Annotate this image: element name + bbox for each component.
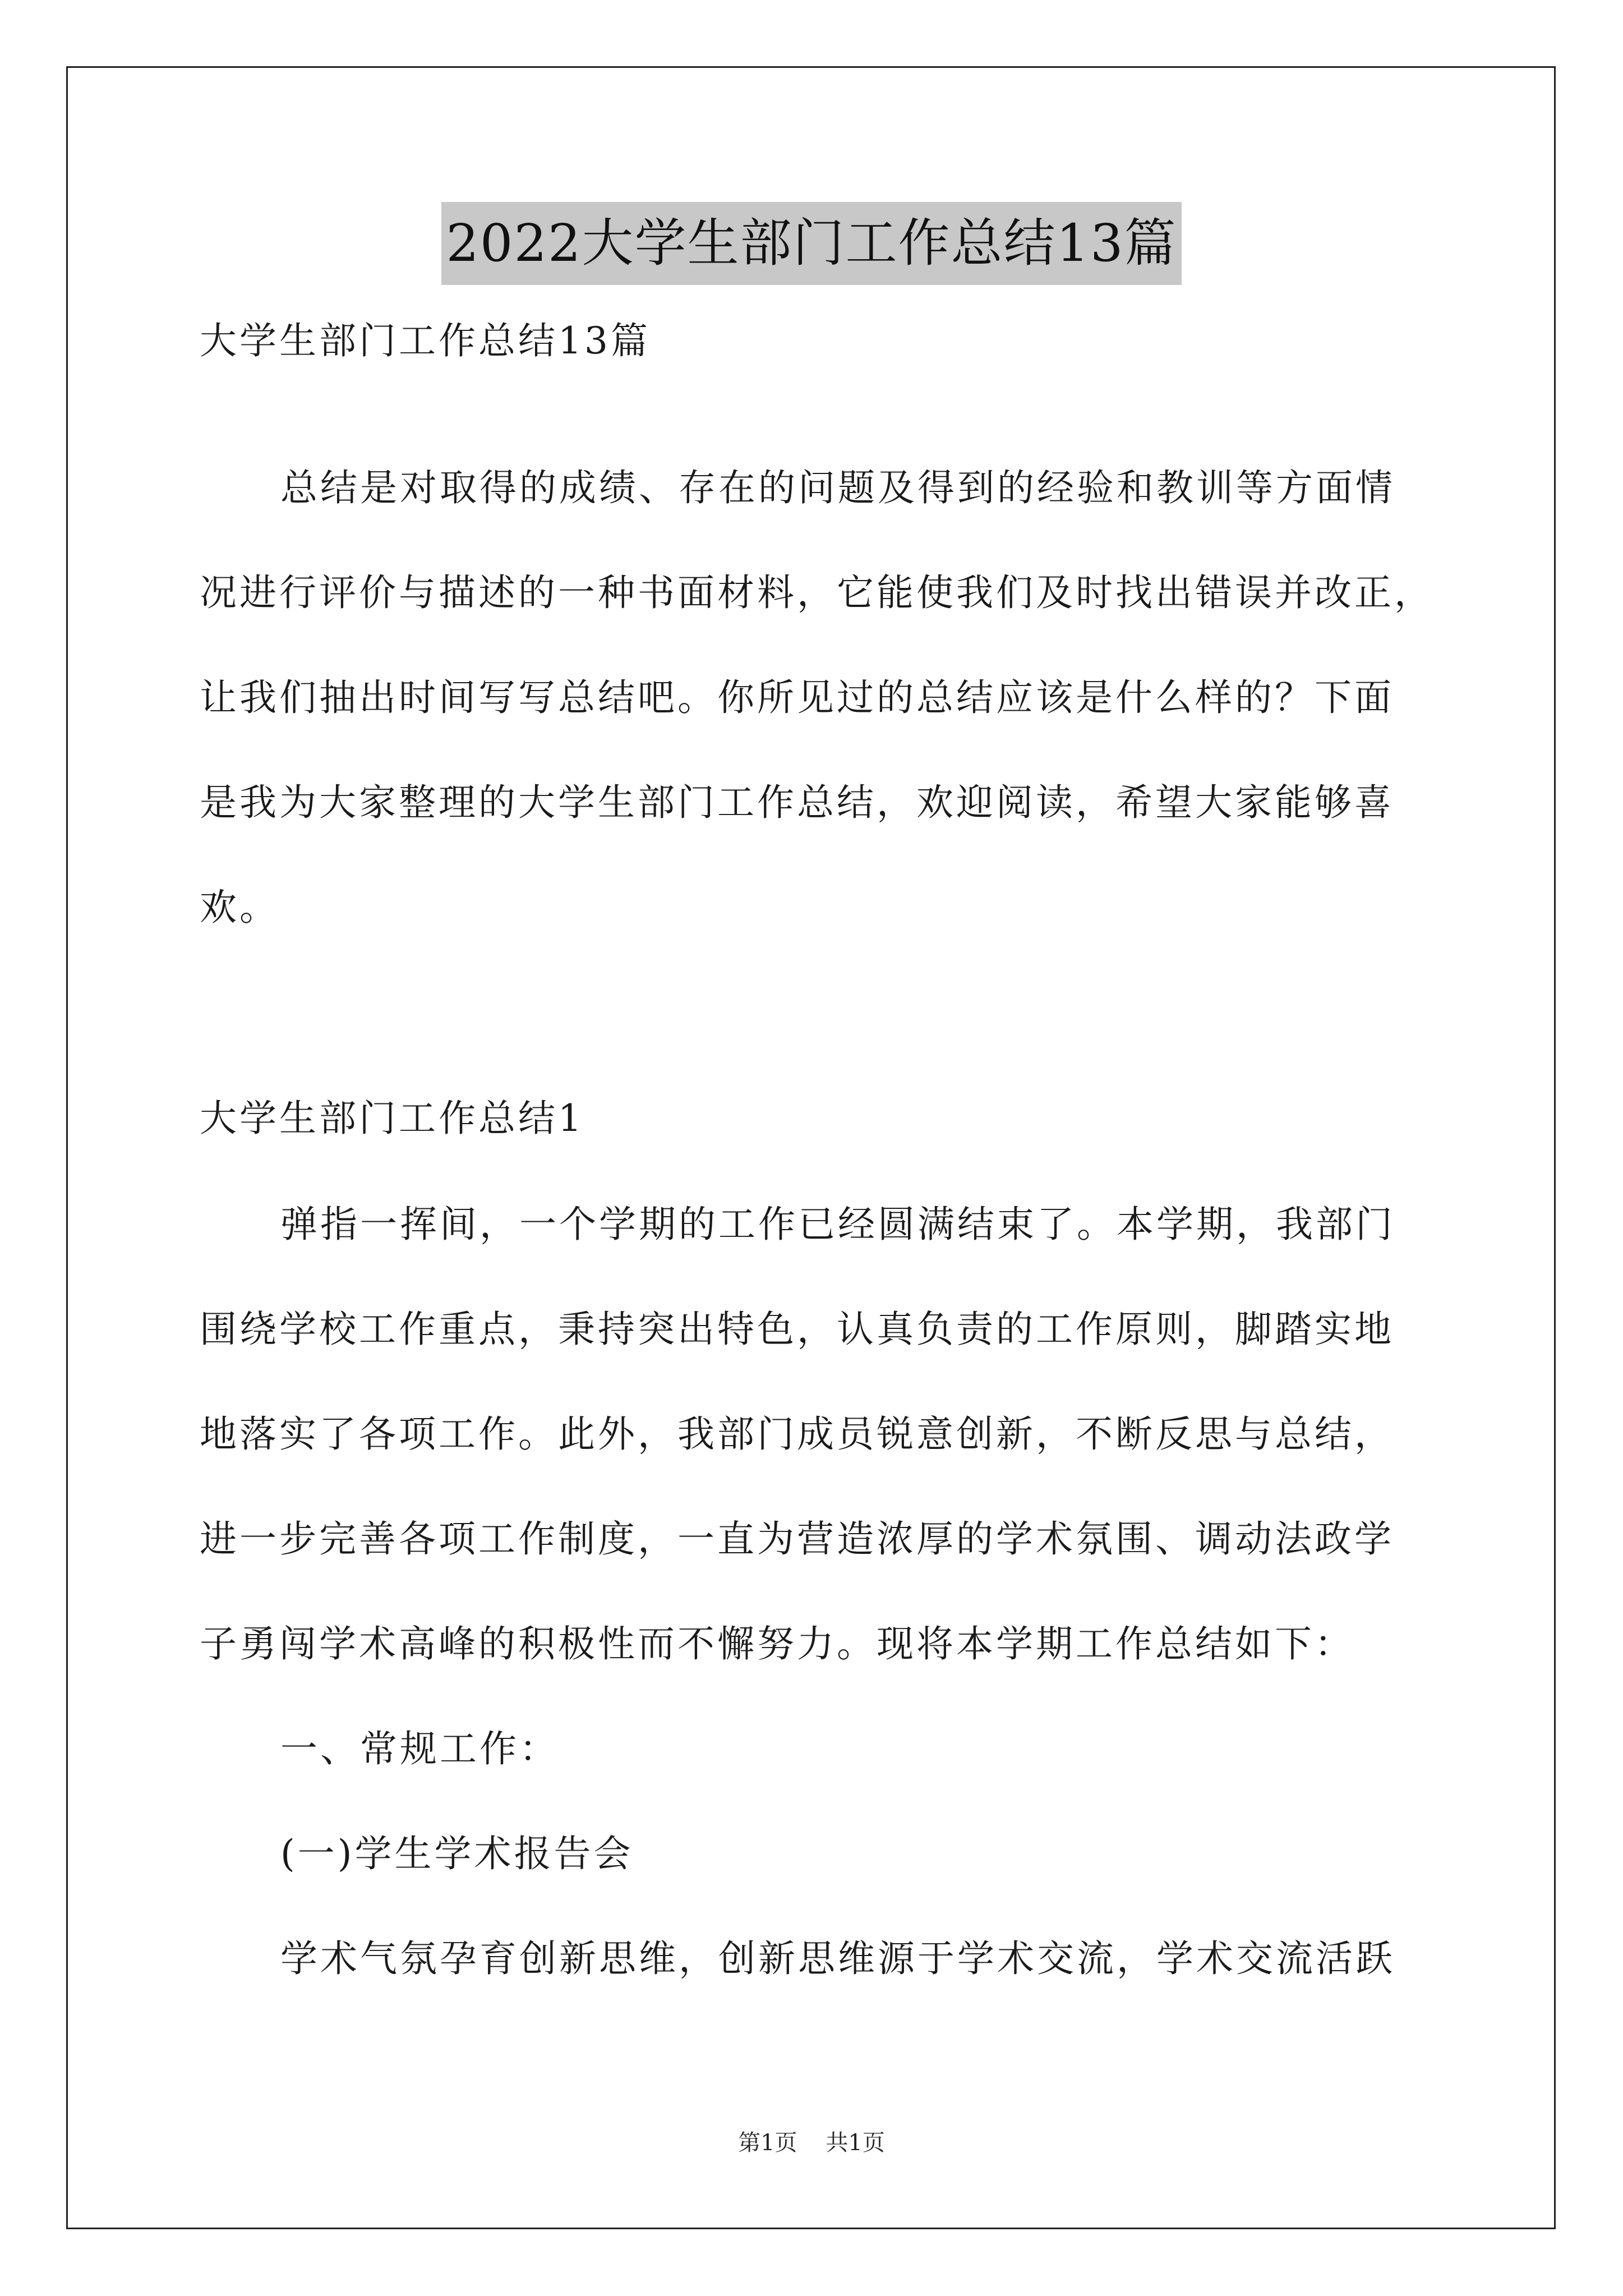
intro-line: 让我们抽出时间写写总结吧。你所见过的总结应该是什么样的？下面 — [200, 676, 1394, 719]
page-border — [66, 66, 1556, 2229]
subtitle: 大学生部门工作总结13篇 — [200, 319, 651, 362]
intro-line: 总结是对取得的成绩、存在的问题及得到的经验和教训等方面情 — [280, 466, 1395, 509]
intro-line: 欢。 — [200, 886, 279, 929]
body-line: 子勇闯学术高峰的积极性而不懈努力。现将本学期工作总结如下： — [200, 1622, 1354, 1665]
document-title: 2022大学生部门工作总结13篇 — [441, 202, 1181, 285]
title-container — [0, 202, 1623, 285]
body-line: 进一步完善各项工作制度，一直为营造浓厚的学术氛围、调动法政学 — [200, 1517, 1394, 1561]
body-line: 弹指一挥间，一个学期的工作已经圆满结束了。本学期，我部门 — [280, 1203, 1395, 1246]
page-number-footer: 第1页 共1页 — [738, 2130, 885, 2156]
intro-line: 况进行评价与描述的一种书面材料，它能使我们及时找出错误并改正， — [200, 571, 1434, 614]
intro-line: 是我为大家整理的大学生部门工作总结，欢迎阅读，希望大家能够喜 — [200, 781, 1394, 824]
item-heading: 一、常规工作： — [280, 1727, 559, 1770]
body-line: 学术气氛孕育创新思维，创新思维源于学术交流，学术交流活跃 — [280, 1937, 1395, 1980]
body-line: 地落实了各项工作。此外，我部门成员锐意创新，不断反思与总结， — [200, 1412, 1394, 1456]
subitem-heading: (一)学生学术报告会 — [280, 1832, 634, 1875]
body-line: 围绕学校工作重点，秉持突出特色，认真负责的工作原则，脚踏实地 — [200, 1308, 1394, 1351]
section-heading: 大学生部门工作总结1 — [200, 1097, 584, 1140]
